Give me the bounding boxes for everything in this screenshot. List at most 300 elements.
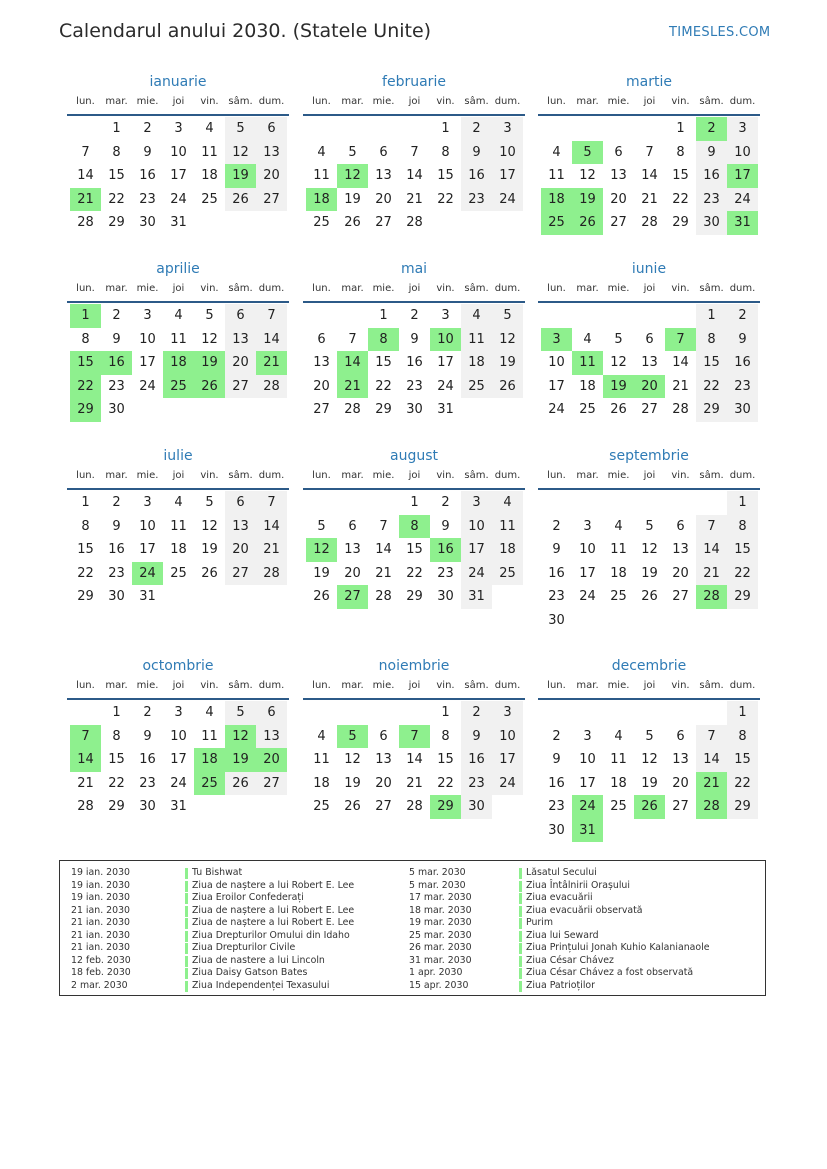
day-cell[interactable]: 3	[492, 701, 523, 725]
day-cell[interactable]: 20	[225, 351, 256, 375]
day-cell[interactable]: 18	[170, 542, 187, 557]
day-cell[interactable]: 24	[437, 378, 454, 394]
day-cell[interactable]: 18	[610, 565, 627, 581]
day-cell[interactable]: 5	[225, 701, 256, 725]
day-cell[interactable]: 31	[461, 585, 492, 609]
holiday-day-cell[interactable]: 14	[70, 748, 101, 772]
day-cell[interactable]: 25	[492, 562, 523, 586]
day-cell[interactable]: 19	[201, 542, 218, 557]
day-cell[interactable]: 27	[375, 215, 392, 230]
day-cell[interactable]: 9	[112, 518, 121, 534]
day-cell[interactable]: 2	[461, 117, 492, 141]
day-cell[interactable]: 10	[579, 542, 596, 557]
day-cell[interactable]: 9	[112, 331, 121, 347]
day-cell[interactable]: 14	[256, 515, 287, 539]
day-cell[interactable]: 13	[375, 752, 392, 767]
day-cell[interactable]: 13	[225, 515, 256, 539]
holiday-day-cell[interactable]: 7	[70, 725, 101, 749]
day-cell[interactable]: 16	[139, 752, 156, 767]
day-cell[interactable]: 11	[170, 518, 187, 534]
holiday-day-cell[interactable]: 18	[194, 748, 225, 772]
day-cell[interactable]: 22	[437, 775, 454, 791]
day-cell[interactable]: 17	[139, 542, 156, 557]
holiday-day-cell[interactable]: 24	[572, 795, 603, 819]
holiday-day-cell[interactable]: 12	[306, 538, 337, 562]
day-cell[interactable]: 12	[579, 168, 596, 183]
holiday-day-cell[interactable]: 29	[430, 795, 461, 819]
day-cell[interactable]: 12	[641, 542, 658, 557]
day-cell[interactable]: 11	[170, 331, 187, 347]
day-cell[interactable]: 5	[492, 304, 523, 328]
day-cell[interactable]: 17	[492, 164, 523, 188]
day-cell[interactable]: 15	[108, 168, 125, 183]
day-cell[interactable]: 7	[81, 144, 90, 160]
day-cell[interactable]: 23	[727, 375, 758, 399]
day-cell[interactable]: 14	[375, 542, 392, 557]
day-cell[interactable]: 21	[696, 562, 727, 586]
holiday-day-cell[interactable]: 31	[572, 819, 603, 843]
day-cell[interactable]: 11	[492, 515, 523, 539]
day-cell[interactable]: 17	[579, 565, 596, 581]
day-cell[interactable]: 18	[579, 378, 596, 394]
day-cell[interactable]: 15	[375, 355, 392, 370]
day-cell[interactable]: 14	[696, 538, 727, 562]
day-cell[interactable]: 30	[548, 612, 565, 628]
day-cell[interactable]: 30	[437, 589, 454, 604]
day-cell[interactable]: 1	[112, 705, 121, 720]
day-cell[interactable]: 3	[461, 491, 492, 515]
holiday-day-cell[interactable]: 22	[70, 375, 101, 399]
day-cell[interactable]: 6	[645, 331, 654, 347]
day-cell[interactable]: 11	[610, 542, 627, 557]
day-cell[interactable]: 30	[108, 402, 125, 417]
holiday-day-cell[interactable]: 8	[399, 515, 430, 539]
day-cell[interactable]: 18	[201, 168, 218, 183]
day-cell[interactable]: 25	[610, 799, 627, 814]
holiday-day-cell[interactable]: 18	[541, 188, 572, 212]
day-cell[interactable]: 11	[313, 168, 330, 183]
day-cell[interactable]: 27	[225, 375, 256, 399]
day-cell[interactable]: 20	[256, 164, 287, 188]
day-cell[interactable]: 9	[552, 542, 561, 557]
day-cell[interactable]: 8	[727, 515, 758, 539]
day-cell[interactable]: 11	[610, 752, 627, 767]
day-cell[interactable]: 31	[170, 799, 187, 814]
day-cell[interactable]: 6	[614, 144, 623, 160]
day-cell[interactable]: 26	[225, 772, 256, 796]
day-cell[interactable]: 15	[437, 168, 454, 183]
day-cell[interactable]: 27	[610, 215, 627, 230]
day-cell[interactable]: 11	[461, 328, 492, 352]
day-cell[interactable]: 16	[548, 775, 565, 791]
holiday-day-cell[interactable]: 29	[70, 398, 101, 422]
day-cell[interactable]: 27	[256, 188, 287, 212]
holiday-day-cell[interactable]: 19	[572, 188, 603, 212]
day-cell[interactable]: 26	[313, 589, 330, 604]
day-cell[interactable]: 12	[492, 328, 523, 352]
holiday-day-cell[interactable]: 19	[603, 375, 634, 399]
day-cell[interactable]: 29	[727, 585, 758, 609]
day-cell[interactable]: 9	[552, 752, 561, 767]
holiday-day-cell[interactable]: 3	[541, 328, 572, 352]
day-cell[interactable]: 23	[437, 565, 454, 581]
holiday-day-cell[interactable]: 11	[572, 351, 603, 375]
holiday-day-cell[interactable]: 28	[696, 585, 727, 609]
day-cell[interactable]: 29	[406, 589, 423, 604]
day-cell[interactable]: 10	[139, 518, 156, 534]
day-cell[interactable]: 17	[139, 355, 156, 370]
day-cell[interactable]: 13	[344, 542, 361, 557]
day-cell[interactable]: 4	[174, 308, 183, 323]
day-cell[interactable]: 11	[548, 168, 565, 183]
day-cell[interactable]: 9	[696, 141, 727, 165]
day-cell[interactable]: 8	[696, 328, 727, 352]
day-cell[interactable]: 28	[375, 589, 392, 604]
day-cell[interactable]: 1	[441, 121, 450, 136]
holiday-day-cell[interactable]: 8	[368, 328, 399, 352]
day-cell[interactable]: 3	[174, 121, 183, 136]
day-cell[interactable]: 10	[170, 144, 187, 160]
day-cell[interactable]: 12	[201, 518, 218, 534]
day-cell[interactable]: 6	[676, 518, 685, 534]
day-cell[interactable]: 13	[225, 328, 256, 352]
day-cell[interactable]: 19	[641, 775, 658, 791]
day-cell[interactable]: 16	[461, 748, 492, 772]
day-cell[interactable]: 20	[344, 565, 361, 581]
day-cell[interactable]: 23	[461, 772, 492, 796]
day-cell[interactable]: 20	[375, 191, 392, 207]
day-cell[interactable]: 21	[641, 191, 658, 207]
day-cell[interactable]: 27	[672, 799, 689, 814]
day-cell[interactable]: 12	[225, 141, 256, 165]
day-cell[interactable]: 1	[441, 705, 450, 720]
day-cell[interactable]: 11	[201, 728, 218, 744]
day-cell[interactable]: 10	[139, 331, 156, 347]
day-cell[interactable]: 15	[108, 752, 125, 767]
day-cell[interactable]: 6	[676, 728, 685, 744]
day-cell[interactable]: 14	[77, 168, 94, 183]
day-cell[interactable]: 18	[610, 775, 627, 791]
day-cell[interactable]: 30	[696, 211, 727, 235]
day-cell[interactable]: 15	[437, 752, 454, 767]
day-cell[interactable]: 4	[583, 331, 592, 347]
day-cell[interactable]: 13	[641, 355, 658, 370]
day-cell[interactable]: 13	[256, 725, 287, 749]
day-cell[interactable]: 22	[696, 375, 727, 399]
day-cell[interactable]: 24	[170, 191, 187, 207]
day-cell[interactable]: 31	[437, 402, 454, 417]
day-cell[interactable]: 10	[492, 725, 523, 749]
holiday-day-cell[interactable]: 15	[70, 351, 101, 375]
day-cell[interactable]: 15	[672, 168, 689, 183]
day-cell[interactable]: 8	[81, 331, 90, 347]
day-cell[interactable]: 23	[548, 589, 565, 604]
day-cell[interactable]: 26	[344, 215, 361, 230]
day-cell[interactable]: 29	[672, 215, 689, 230]
day-cell[interactable]: 17	[492, 748, 523, 772]
day-cell[interactable]: 6	[317, 331, 326, 347]
day-cell[interactable]: 20	[672, 565, 689, 581]
holiday-day-cell[interactable]: 17	[727, 164, 758, 188]
day-cell[interactable]: 2	[441, 495, 450, 510]
holiday-day-cell[interactable]: 21	[696, 772, 727, 796]
day-cell[interactable]: 16	[696, 164, 727, 188]
day-cell[interactable]: 9	[727, 328, 758, 352]
day-cell[interactable]: 3	[143, 495, 152, 510]
day-cell[interactable]: 23	[139, 191, 156, 207]
day-cell[interactable]: 20	[672, 775, 689, 791]
day-cell[interactable]: 5	[205, 308, 214, 323]
day-cell[interactable]: 4	[614, 518, 623, 534]
day-cell[interactable]: 15	[406, 542, 423, 557]
day-cell[interactable]: 13	[610, 168, 627, 183]
day-cell[interactable]: 11	[201, 144, 218, 160]
day-cell[interactable]: 14	[256, 328, 287, 352]
day-cell[interactable]: 18	[461, 351, 492, 375]
day-cell[interactable]: 7	[348, 331, 357, 347]
day-cell[interactable]: 24	[548, 402, 565, 417]
day-cell[interactable]: 27	[256, 772, 287, 796]
day-cell[interactable]: 3	[583, 728, 592, 744]
day-cell[interactable]: 2	[727, 304, 758, 328]
day-cell[interactable]: 2	[552, 518, 561, 534]
day-cell[interactable]: 26	[201, 565, 218, 581]
day-cell[interactable]: 6	[256, 117, 287, 141]
day-cell[interactable]: 4	[205, 121, 214, 136]
day-cell[interactable]: 4	[552, 144, 561, 160]
day-cell[interactable]: 17	[170, 752, 187, 767]
holiday-day-cell[interactable]: 26	[572, 211, 603, 235]
day-cell[interactable]: 9	[143, 144, 152, 160]
day-cell[interactable]: 9	[461, 141, 492, 165]
day-cell[interactable]: 21	[77, 775, 94, 791]
day-cell[interactable]: 5	[614, 331, 623, 347]
day-cell[interactable]: 12	[344, 752, 361, 767]
day-cell[interactable]: 5	[348, 144, 357, 160]
day-cell[interactable]: 16	[727, 351, 758, 375]
day-cell[interactable]: 23	[108, 565, 125, 581]
day-cell[interactable]: 1	[696, 304, 727, 328]
holiday-day-cell[interactable]: 1	[70, 304, 101, 328]
day-cell[interactable]: 12	[201, 331, 218, 347]
day-cell[interactable]: 24	[579, 589, 596, 604]
day-cell[interactable]: 25	[313, 799, 330, 814]
day-cell[interactable]: 28	[77, 215, 94, 230]
day-cell[interactable]: 10	[727, 141, 758, 165]
holiday-day-cell[interactable]: 16	[101, 351, 132, 375]
day-cell[interactable]: 7	[256, 304, 287, 328]
day-cell[interactable]: 29	[108, 215, 125, 230]
day-cell[interactable]: 22	[406, 565, 423, 581]
day-cell[interactable]: 19	[492, 351, 523, 375]
holiday-day-cell[interactable]: 21	[337, 375, 368, 399]
holiday-day-cell[interactable]: 7	[399, 725, 430, 749]
holiday-day-cell[interactable]: 26	[194, 375, 225, 399]
day-cell[interactable]: 26	[641, 589, 658, 604]
holiday-day-cell[interactable]: 20	[256, 748, 287, 772]
day-cell[interactable]: 6	[348, 518, 357, 534]
day-cell[interactable]: 17	[579, 775, 596, 791]
day-cell[interactable]: 17	[437, 355, 454, 370]
day-cell[interactable]: 1	[112, 121, 121, 136]
day-cell[interactable]: 20	[375, 775, 392, 791]
day-cell[interactable]: 7	[410, 144, 419, 160]
day-cell[interactable]: 30	[108, 589, 125, 604]
day-cell[interactable]: 16	[548, 565, 565, 581]
day-cell[interactable]: 19	[344, 191, 361, 207]
day-cell[interactable]: 18	[492, 538, 523, 562]
day-cell[interactable]: 22	[77, 565, 94, 581]
day-cell[interactable]: 6	[379, 144, 388, 160]
holiday-day-cell[interactable]: 19	[225, 748, 256, 772]
day-cell[interactable]: 23	[139, 775, 156, 791]
day-cell[interactable]: 24	[170, 775, 187, 791]
day-cell[interactable]: 23	[461, 188, 492, 212]
day-cell[interactable]: 30	[461, 795, 492, 819]
day-cell[interactable]: 5	[205, 495, 214, 510]
day-cell[interactable]: 19	[313, 565, 330, 581]
day-cell[interactable]: 7	[379, 518, 388, 534]
day-cell[interactable]: 21	[406, 191, 423, 207]
day-cell[interactable]: 6	[225, 304, 256, 328]
day-cell[interactable]: 21	[375, 565, 392, 581]
day-cell[interactable]: 17	[548, 378, 565, 394]
day-cell[interactable]: 29	[108, 799, 125, 814]
day-cell[interactable]: 27	[641, 402, 658, 417]
day-cell[interactable]: 21	[406, 775, 423, 791]
day-cell[interactable]: 16	[461, 164, 492, 188]
day-cell[interactable]: 13	[672, 542, 689, 557]
day-cell[interactable]: 9	[461, 725, 492, 749]
day-cell[interactable]: 6	[256, 701, 287, 725]
day-cell[interactable]: 25	[579, 402, 596, 417]
day-cell[interactable]: 2	[143, 705, 152, 720]
day-cell[interactable]: 4	[492, 491, 523, 515]
day-cell[interactable]: 8	[676, 144, 685, 160]
brand-link[interactable]: TIMESLES.COM	[669, 25, 771, 40]
holiday-day-cell[interactable]: 25	[194, 772, 225, 796]
day-cell[interactable]: 24	[727, 188, 758, 212]
day-cell[interactable]: 31	[139, 589, 156, 604]
day-cell[interactable]: 12	[610, 355, 627, 370]
holiday-day-cell[interactable]: 19	[194, 351, 225, 375]
day-cell[interactable]: 30	[548, 822, 565, 838]
day-cell[interactable]: 22	[727, 562, 758, 586]
day-cell[interactable]: 25	[610, 589, 627, 604]
day-cell[interactable]: 4	[461, 304, 492, 328]
holiday-day-cell[interactable]: 28	[696, 795, 727, 819]
day-cell[interactable]: 21	[672, 378, 689, 394]
day-cell[interactable]: 11	[313, 752, 330, 767]
day-cell[interactable]: 3	[727, 117, 758, 141]
day-cell[interactable]: 4	[614, 728, 623, 744]
holiday-day-cell[interactable]: 21	[70, 188, 101, 212]
day-cell[interactable]: 9	[143, 728, 152, 744]
day-cell[interactable]: 10	[548, 355, 565, 370]
day-cell[interactable]: 22	[727, 772, 758, 796]
day-cell[interactable]: 20	[610, 191, 627, 207]
day-cell[interactable]: 30	[139, 215, 156, 230]
day-cell[interactable]: 22	[437, 191, 454, 207]
day-cell[interactable]: 28	[256, 375, 287, 399]
holiday-day-cell[interactable]: 18	[163, 351, 194, 375]
day-cell[interactable]: 29	[696, 398, 727, 422]
day-cell[interactable]: 29	[77, 589, 94, 604]
day-cell[interactable]: 30	[727, 398, 758, 422]
day-cell[interactable]: 16	[108, 542, 125, 557]
day-cell[interactable]: 26	[492, 375, 523, 399]
day-cell[interactable]: 31	[170, 215, 187, 230]
day-cell[interactable]: 7	[256, 491, 287, 515]
holiday-day-cell[interactable]: 2	[696, 117, 727, 141]
day-cell[interactable]: 27	[672, 589, 689, 604]
day-cell[interactable]: 24	[139, 378, 156, 394]
day-cell[interactable]: 27	[313, 402, 330, 417]
day-cell[interactable]: 8	[727, 725, 758, 749]
day-cell[interactable]: 25	[461, 375, 492, 399]
day-cell[interactable]: 3	[143, 308, 152, 323]
day-cell[interactable]: 17	[170, 168, 187, 183]
day-cell[interactable]: 25	[170, 565, 187, 581]
day-cell[interactable]: 15	[727, 538, 758, 562]
day-cell[interactable]: 8	[81, 518, 90, 534]
day-cell[interactable]: 15	[77, 542, 94, 557]
day-cell[interactable]: 18	[313, 775, 330, 791]
day-cell[interactable]: 1	[379, 308, 388, 323]
day-cell[interactable]: 16	[139, 168, 156, 183]
day-cell[interactable]: 1	[410, 495, 419, 510]
day-cell[interactable]: 2	[410, 308, 419, 323]
day-cell[interactable]: 7	[696, 515, 727, 539]
day-cell[interactable]: 29	[727, 795, 758, 819]
day-cell[interactable]: 6	[225, 491, 256, 515]
day-cell[interactable]: 28	[672, 402, 689, 417]
holiday-day-cell[interactable]: 25	[163, 375, 194, 399]
holiday-day-cell[interactable]: 10	[430, 328, 461, 352]
day-cell[interactable]: 2	[461, 701, 492, 725]
day-cell[interactable]: 24	[461, 562, 492, 586]
day-cell[interactable]: 20	[313, 378, 330, 394]
day-cell[interactable]: 26	[225, 188, 256, 212]
day-cell[interactable]: 13	[256, 141, 287, 165]
day-cell[interactable]: 27	[375, 799, 392, 814]
day-cell[interactable]: 3	[583, 518, 592, 534]
day-cell[interactable]: 9	[441, 518, 450, 534]
day-cell[interactable]: 26	[344, 799, 361, 814]
day-cell[interactable]: 25	[201, 191, 218, 207]
day-cell[interactable]: 15	[696, 351, 727, 375]
day-cell[interactable]: 28	[406, 215, 423, 230]
day-cell[interactable]: 8	[441, 728, 450, 744]
day-cell[interactable]: 19	[641, 565, 658, 581]
holiday-day-cell[interactable]: 12	[225, 725, 256, 749]
day-cell[interactable]: 2	[112, 495, 121, 510]
day-cell[interactable]: 7	[645, 144, 654, 160]
day-cell[interactable]: 30	[406, 402, 423, 417]
day-cell[interactable]: 14	[696, 748, 727, 772]
holiday-day-cell[interactable]: 20	[634, 375, 665, 399]
holiday-day-cell[interactable]: 5	[337, 725, 368, 749]
day-cell[interactable]: 24	[492, 772, 523, 796]
day-cell[interactable]: 23	[548, 799, 565, 814]
day-cell[interactable]: 23	[406, 378, 423, 394]
day-cell[interactable]: 10	[461, 515, 492, 539]
day-cell[interactable]: 14	[641, 168, 658, 183]
day-cell[interactable]: 28	[256, 562, 287, 586]
day-cell[interactable]: 23	[696, 188, 727, 212]
day-cell[interactable]: 30	[139, 799, 156, 814]
day-cell[interactable]: 16	[406, 355, 423, 370]
